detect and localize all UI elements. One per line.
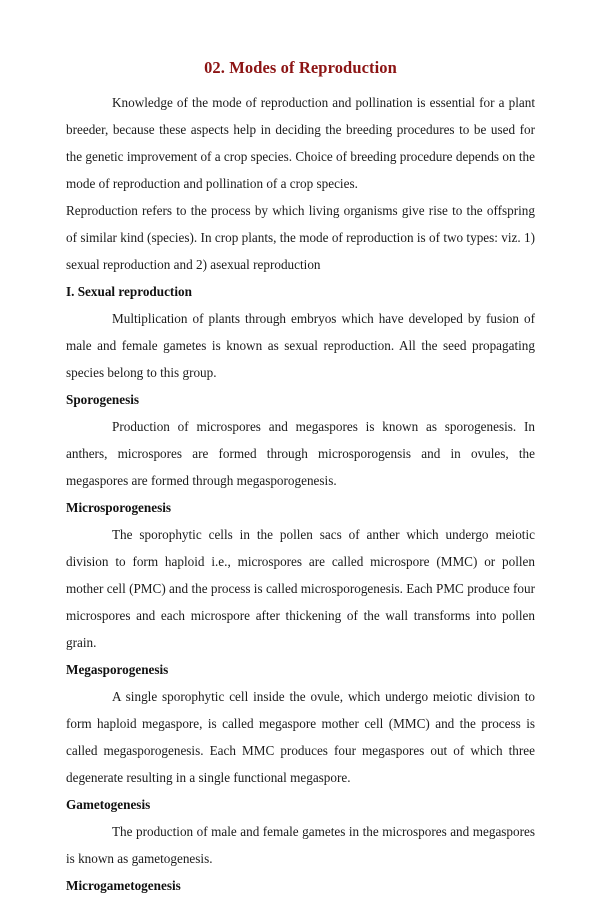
body-paragraph: Production of microspores and megaspores is known as sporogenesis. In anthers, microspores are formed through microsporogensis and in ovules, the megaspores are formed through megasporogenesis. bbox=[66, 418, 535, 488]
body-paragraph: The sporophytic cells in the pollen sacs of anther which undergo meiotic division to form haploid i.e., microspores are called microspore (MMC) or pollen mother cell (PMC) and the process is called microsporogenesis. Each PMC produce four microspores and each microspore after thickening of the wall transforms into pollen grain. bbox=[66, 526, 535, 650]
section-heading: Megasporogenesis bbox=[66, 661, 169, 677]
body-paragraph: Knowledge of the mode of reproduction and pollination is essential for a plant breeder, because these aspects help in deciding the breeding procedures to be used for the genetic improvement of a crop species. Choice of breeding procedure depends on the mode of reproduction and pollination of a crop species. bbox=[66, 94, 535, 191]
page-title: 02. Modes of Reproduction bbox=[204, 58, 397, 77]
body-paragraph: A single sporophytic cell inside the ovule, which undergo meiotic division to form haploid megaspore, is called megaspore mother cell (MMC) and the process is called megasporogenesis. Each MMC produces four megaspores out of which three degenerate resulting in a single functional megaspore. bbox=[66, 688, 535, 785]
section-heading: Microsporogenesis bbox=[66, 499, 172, 515]
section-heading: I. Sexual reproduction bbox=[66, 283, 192, 299]
section-heading: Gametogenesis bbox=[66, 796, 151, 812]
body-paragraph: Reproduction refers to the process by which living organisms give rise to the offspring of similar kind (species). In crop plants, the mode of reproduction is of two types: viz. 1) sexual reproduction and 2) asexual reproduction bbox=[66, 202, 535, 272]
body-paragraph: The production of male and female gametes in the microspores and megaspores is known as gametogenesis. bbox=[66, 823, 535, 866]
section-heading: Sporogenesis bbox=[66, 391, 140, 407]
section-heading: Microgametogenesis bbox=[66, 877, 181, 893]
document-body bbox=[66, 89, 535, 899]
body-paragraph: Multiplication of plants through embryos which have developed by fusion of male and female gametes is known as sexual reproduction. All the seed propagating species belong to this group. bbox=[66, 310, 535, 380]
